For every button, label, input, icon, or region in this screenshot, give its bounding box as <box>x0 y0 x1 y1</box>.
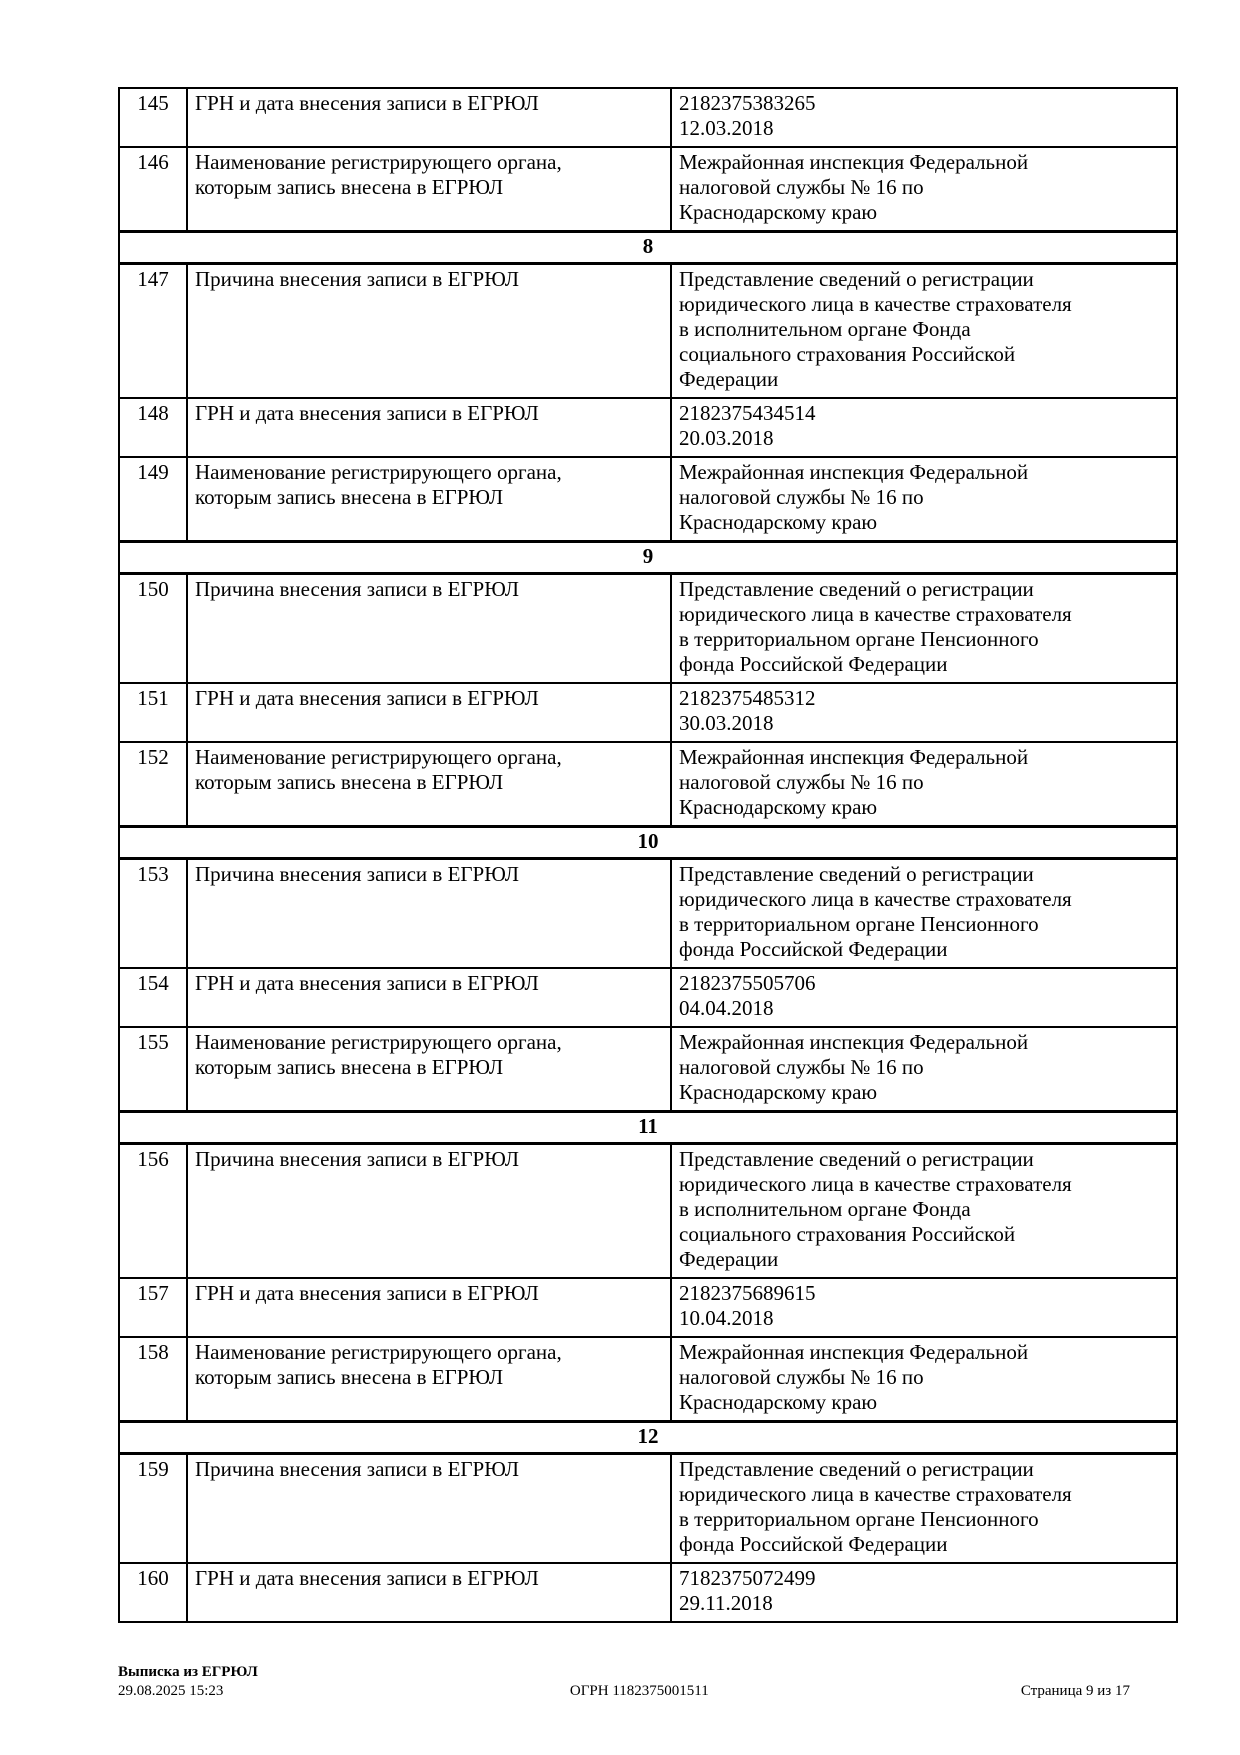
text-line: ГРН и дата внесения записи в ЕГРЮЛ <box>195 971 539 995</box>
text-line: 30.03.2018 <box>679 711 774 735</box>
row-number: 147 <box>119 264 187 399</box>
row-number: 152 <box>119 742 187 827</box>
text-line: Краснодарскому краю <box>679 1390 878 1414</box>
row-label <box>187 968 671 1027</box>
table-row <box>119 742 1177 827</box>
text-line: 2182375505706 <box>679 971 816 995</box>
row-label <box>187 1278 671 1337</box>
text-line: Причина внесения записи в ЕГРЮЛ <box>195 862 520 886</box>
text-line: Причина внесения записи в ЕГРЮЛ <box>195 1147 520 1171</box>
text-line: налоговой службы № 16 по <box>679 1055 924 1079</box>
table-row <box>119 147 1177 232</box>
text-line: налоговой службы № 16 по <box>679 1365 924 1389</box>
text-line: в исполнительном органе Фонда <box>679 1197 971 1221</box>
table-row <box>119 1144 1177 1279</box>
egrul-table-body <box>119 88 1177 1622</box>
row-value <box>671 683 1177 742</box>
row-number: 148 <box>119 398 187 457</box>
text-line: Причина внесения записи в ЕГРЮЛ <box>195 267 520 291</box>
row-number: 156 <box>119 1144 187 1279</box>
text-line: Межрайонная инспекция Федеральной <box>679 460 1029 484</box>
text-line: Межрайонная инспекция Федеральной <box>679 150 1029 174</box>
row-number: 153 <box>119 859 187 969</box>
table-row <box>119 1278 1177 1337</box>
text-line: социального страхования Российской <box>679 342 1016 366</box>
text-line: Федерации <box>679 1247 779 1271</box>
footer-datetime: 29.08.2025 15:23 <box>118 1683 224 1699</box>
row-value <box>671 742 1177 827</box>
row-label <box>187 1144 671 1279</box>
text-line: Краснодарскому краю <box>679 200 878 224</box>
row-number: 149 <box>119 457 187 542</box>
row-label <box>187 1337 671 1422</box>
text-line: Представление сведений о регистрации <box>679 1147 1034 1171</box>
text-line: Представление сведений о регистрации <box>679 577 1034 601</box>
row-label <box>187 264 671 399</box>
text-line: фонда Российской Федерации <box>679 1532 948 1556</box>
text-line: которым запись внесена в ЕГРЮЛ <box>195 1365 504 1389</box>
section-header-row <box>119 542 1177 574</box>
section-header-row <box>119 1422 1177 1454</box>
text-line: фонда Российской Федерации <box>679 937 948 961</box>
row-number: 154 <box>119 968 187 1027</box>
text-line: которым запись внесена в ЕГРЮЛ <box>195 1055 504 1079</box>
text-line: налоговой службы № 16 по <box>679 485 924 509</box>
footer-doc-title: Выписка из ЕГРЮЛ <box>118 1664 258 1680</box>
footer-left-block <box>118 1663 258 1701</box>
row-value <box>671 1454 1177 1564</box>
text-line: 2182375689615 <box>679 1281 816 1305</box>
row-label <box>187 398 671 457</box>
footer-ogrn: ОГРН 1182375001511 <box>569 1683 709 1699</box>
text-line: Наименование регистрирующего органа, <box>195 745 562 769</box>
row-value <box>671 1278 1177 1337</box>
text-line: Межрайонная инспекция Федеральной <box>679 745 1029 769</box>
text-line: юридического лица в качестве страхователя <box>679 1172 1072 1196</box>
text-line: 10.04.2018 <box>679 1306 774 1330</box>
row-value <box>671 88 1177 147</box>
row-number: 151 <box>119 683 187 742</box>
row-number: 145 <box>119 88 187 147</box>
table-row <box>119 1563 1177 1622</box>
text-line: в территориальном органе Пенсионного <box>679 912 1039 936</box>
footer-page-number: Страница 9 из 17 <box>1020 1683 1130 1699</box>
row-number: 146 <box>119 147 187 232</box>
text-line: 7182375072499 <box>679 1566 816 1590</box>
table-row <box>119 1027 1177 1112</box>
row-number: 155 <box>119 1027 187 1112</box>
text-line: Краснодарскому краю <box>679 795 878 819</box>
text-line: ГРН и дата внесения записи в ЕГРЮЛ <box>195 1281 539 1305</box>
row-number: 158 <box>119 1337 187 1422</box>
table-row <box>119 574 1177 684</box>
row-label <box>187 1563 671 1622</box>
text-line: 04.04.2018 <box>679 996 774 1020</box>
text-line: Причина внесения записи в ЕГРЮЛ <box>195 1457 520 1481</box>
text-line: в территориальном органе Пенсионного <box>679 1507 1039 1531</box>
table-row <box>119 968 1177 1027</box>
section-number: 10 <box>119 827 1177 859</box>
text-line: Наименование регистрирующего органа, <box>195 460 562 484</box>
section-header-row <box>119 232 1177 264</box>
row-label <box>187 1454 671 1564</box>
row-label <box>187 457 671 542</box>
section-number: 9 <box>119 542 1177 574</box>
text-line: юридического лица в качестве страхователя <box>679 292 1072 316</box>
text-line: Представление сведений о регистрации <box>679 862 1034 886</box>
row-value <box>671 968 1177 1027</box>
text-line: налоговой службы № 16 по <box>679 770 924 794</box>
text-line: ГРН и дата внесения записи в ЕГРЮЛ <box>195 686 539 710</box>
row-number: 150 <box>119 574 187 684</box>
table-row <box>119 88 1177 147</box>
text-line: Межрайонная инспекция Федеральной <box>679 1030 1029 1054</box>
row-number: 160 <box>119 1563 187 1622</box>
text-line: Наименование регистрирующего органа, <box>195 150 562 174</box>
text-line: Представление сведений о регистрации <box>679 267 1034 291</box>
section-number: 12 <box>119 1422 1177 1454</box>
text-line: которым запись внесена в ЕГРЮЛ <box>195 175 504 199</box>
text-line: Федерации <box>679 367 779 391</box>
text-line: Краснодарскому краю <box>679 510 878 534</box>
text-line: Межрайонная инспекция Федеральной <box>679 1340 1029 1364</box>
row-value <box>671 859 1177 969</box>
egrul-records-table <box>118 87 1178 1623</box>
text-line: ГРН и дата внесения записи в ЕГРЮЛ <box>195 1566 539 1590</box>
text-line: Наименование регистрирующего органа, <box>195 1030 562 1054</box>
text-line: которым запись внесена в ЕГРЮЛ <box>195 485 504 509</box>
row-label <box>187 88 671 147</box>
table-row <box>119 264 1177 399</box>
text-line: юридического лица в качестве страхователя <box>679 602 1072 626</box>
row-value <box>671 1144 1177 1279</box>
table-row <box>119 683 1177 742</box>
row-value <box>671 398 1177 457</box>
row-number: 159 <box>119 1454 187 1564</box>
text-line: Причина внесения записи в ЕГРЮЛ <box>195 577 520 601</box>
text-line: в территориальном органе Пенсионного <box>679 627 1039 651</box>
section-header-row <box>119 827 1177 859</box>
text-line: 2182375485312 <box>679 686 816 710</box>
text-line: 12.03.2018 <box>679 116 774 140</box>
text-line: социального страхования Российской <box>679 1222 1016 1246</box>
row-label <box>187 742 671 827</box>
table-row <box>119 1454 1177 1564</box>
table-row <box>119 1337 1177 1422</box>
page-footer <box>118 1663 1130 1701</box>
row-value <box>671 147 1177 232</box>
text-line: Краснодарскому краю <box>679 1080 878 1104</box>
row-label <box>187 683 671 742</box>
row-label <box>187 574 671 684</box>
row-value <box>671 457 1177 542</box>
text-line: в исполнительном органе Фонда <box>679 317 971 341</box>
section-number: 8 <box>119 232 1177 264</box>
text-line: 29.11.2018 <box>679 1591 773 1615</box>
text-line: Наименование регистрирующего органа, <box>195 1340 562 1364</box>
row-value <box>671 1563 1177 1622</box>
row-label <box>187 859 671 969</box>
row-label <box>187 147 671 232</box>
table-row <box>119 859 1177 969</box>
row-value <box>671 1027 1177 1112</box>
text-line: 2182375434514 <box>679 401 816 425</box>
row-number: 157 <box>119 1278 187 1337</box>
text-line: ГРН и дата внесения записи в ЕГРЮЛ <box>195 401 539 425</box>
row-value <box>671 1337 1177 1422</box>
section-header-row <box>119 1112 1177 1144</box>
table-row <box>119 398 1177 457</box>
text-line: ГРН и дата внесения записи в ЕГРЮЛ <box>195 91 539 115</box>
text-line: юридического лица в качестве страхователя <box>679 887 1072 911</box>
text-line: юридического лица в качестве страхователя <box>679 1482 1072 1506</box>
row-value <box>671 264 1177 399</box>
text-line: фонда Российской Федерации <box>679 652 948 676</box>
text-line: 2182375383265 <box>679 91 816 115</box>
row-value <box>671 574 1177 684</box>
text-line: 20.03.2018 <box>679 426 774 450</box>
row-label <box>187 1027 671 1112</box>
table-row <box>119 457 1177 542</box>
text-line: Представление сведений о регистрации <box>679 1457 1034 1481</box>
text-line: налоговой службы № 16 по <box>679 175 924 199</box>
text-line: которым запись внесена в ЕГРЮЛ <box>195 770 504 794</box>
section-number: 11 <box>119 1112 1177 1144</box>
